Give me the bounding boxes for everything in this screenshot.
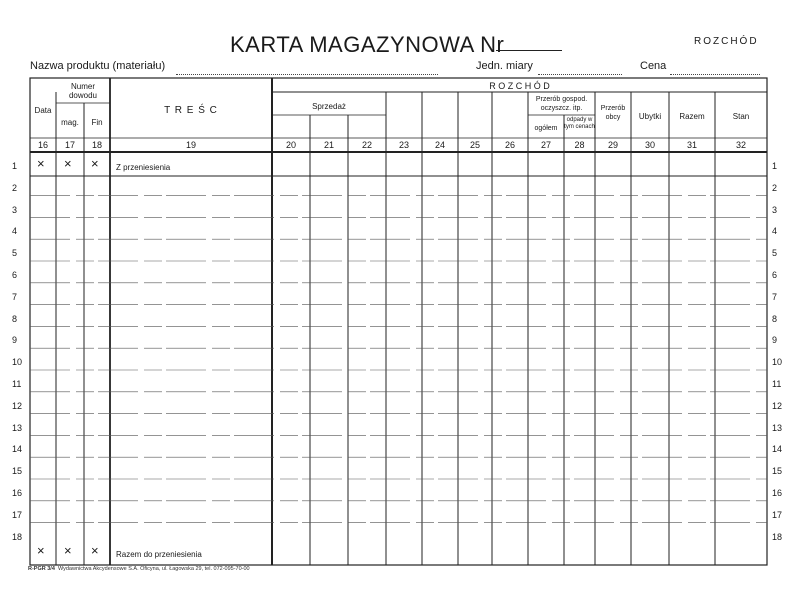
header-mag: mag. bbox=[61, 118, 79, 127]
row-number-left: 12 bbox=[12, 400, 23, 411]
row-number-right: 3 bbox=[772, 204, 778, 215]
row-number-right: 14 bbox=[772, 444, 783, 455]
row-number-right: 8 bbox=[772, 313, 778, 324]
row-number-left: 13 bbox=[12, 422, 23, 433]
price-label: Cena bbox=[640, 60, 667, 72]
row-number-right: 1 bbox=[772, 161, 778, 171]
footer-publisher: Wydawnictwa Akcydensowe S.A. Oficyna, ul. Łagowska 29, tel. 072-095-70-00 bbox=[57, 566, 250, 572]
column-number: 16 bbox=[37, 140, 48, 150]
column-number: 29 bbox=[607, 140, 618, 150]
cross-mark: × bbox=[64, 156, 72, 171]
row-number-left: 4 bbox=[12, 226, 18, 237]
header-przerob-group: Przerób gospod. oczyszcz. itp. bbox=[535, 96, 588, 112]
column-number: 27 bbox=[540, 140, 551, 150]
row-number-right: 6 bbox=[772, 270, 778, 280]
row-number-left: 10 bbox=[12, 357, 23, 368]
row-number-right: 5 bbox=[772, 248, 778, 259]
column-number: 26 bbox=[504, 140, 515, 150]
column-number: 17 bbox=[64, 140, 75, 150]
header-fin: Fin bbox=[91, 118, 103, 127]
row-number-right: 4 bbox=[772, 226, 778, 237]
header-razem: Razem bbox=[679, 112, 705, 121]
product-name-label: Nazwa produktu (materiału) bbox=[30, 60, 166, 72]
footer-code: R-PGR 3/4 bbox=[28, 566, 55, 572]
column-number: 22 bbox=[361, 140, 372, 150]
header-dowod: Numer dowodu bbox=[68, 82, 98, 100]
row-number-right: 2 bbox=[772, 182, 778, 193]
column-number: 20 bbox=[285, 140, 296, 150]
row-number-right: 16 bbox=[772, 488, 783, 498]
carried-forward-label: Z przeniesienia bbox=[116, 163, 171, 172]
header-ubytki: Ubytki bbox=[638, 112, 662, 121]
cross-mark: × bbox=[64, 543, 72, 558]
row-number-left: 3 bbox=[12, 204, 18, 215]
row-number-right: 13 bbox=[772, 422, 783, 433]
cross-mark: × bbox=[37, 543, 45, 558]
row-number-right: 7 bbox=[772, 291, 778, 302]
row-number-left: 17 bbox=[12, 509, 23, 520]
row-number-left: 16 bbox=[12, 488, 23, 498]
row-number-left: 8 bbox=[12, 313, 18, 324]
cross-mark: × bbox=[91, 543, 99, 558]
row-number-right: 12 bbox=[772, 400, 783, 411]
row-number-left: 6 bbox=[12, 270, 18, 280]
row-number-right: 18 bbox=[772, 531, 783, 542]
column-number: 28 bbox=[574, 140, 585, 150]
row-number-right: 17 bbox=[772, 509, 783, 520]
column-number: 18 bbox=[91, 140, 102, 150]
header-sprzedaz: Sprzedaż bbox=[312, 102, 346, 111]
column-number: 23 bbox=[398, 140, 409, 150]
column-number: 24 bbox=[434, 140, 445, 150]
row-number-left: 11 bbox=[12, 379, 22, 389]
header-odpady: odpady w tym cenach bbox=[564, 117, 595, 130]
page-title: KARTA MAGAZYNOWA Nr bbox=[230, 32, 505, 57]
column-number: 30 bbox=[644, 140, 655, 150]
column-number: 32 bbox=[735, 140, 746, 150]
column-number: 31 bbox=[686, 140, 697, 150]
header-przerob-obcy: Przerób obcy bbox=[600, 105, 626, 121]
row-number-left: 2 bbox=[12, 182, 18, 193]
row-number-right: 9 bbox=[772, 335, 778, 346]
row-number-left: 9 bbox=[12, 335, 18, 346]
row-number-left: 15 bbox=[12, 466, 23, 477]
header-tresc: T R E Ś C bbox=[164, 105, 218, 116]
row-number-left: 7 bbox=[12, 291, 18, 302]
row-number-left: 18 bbox=[12, 531, 23, 542]
row-number-right: 10 bbox=[772, 357, 783, 368]
unit-label: Jedn. miary bbox=[476, 60, 533, 72]
column-number: 21 bbox=[323, 140, 334, 150]
row-number-left: 5 bbox=[12, 248, 18, 259]
header-stan: Stan bbox=[732, 112, 750, 121]
row-number-right: 11 bbox=[772, 379, 782, 389]
footer bbox=[28, 566, 250, 572]
carry-forward-total-label: Razem do przeniesienia bbox=[116, 550, 202, 559]
column-number: 25 bbox=[469, 140, 480, 150]
row-number-left: 14 bbox=[12, 444, 23, 455]
row-number-left: 1 bbox=[12, 161, 18, 171]
column-number: 19 bbox=[185, 140, 196, 150]
header-ogolem: ogółem bbox=[534, 125, 558, 132]
form-type-label: ROZCHÓD bbox=[694, 36, 759, 47]
header-rozchod: R O Z C H Ó D bbox=[489, 81, 550, 91]
cross-mark: × bbox=[91, 156, 99, 171]
header-data: Data bbox=[34, 106, 52, 115]
row-number-right: 15 bbox=[772, 466, 783, 477]
cross-mark: × bbox=[37, 156, 45, 171]
